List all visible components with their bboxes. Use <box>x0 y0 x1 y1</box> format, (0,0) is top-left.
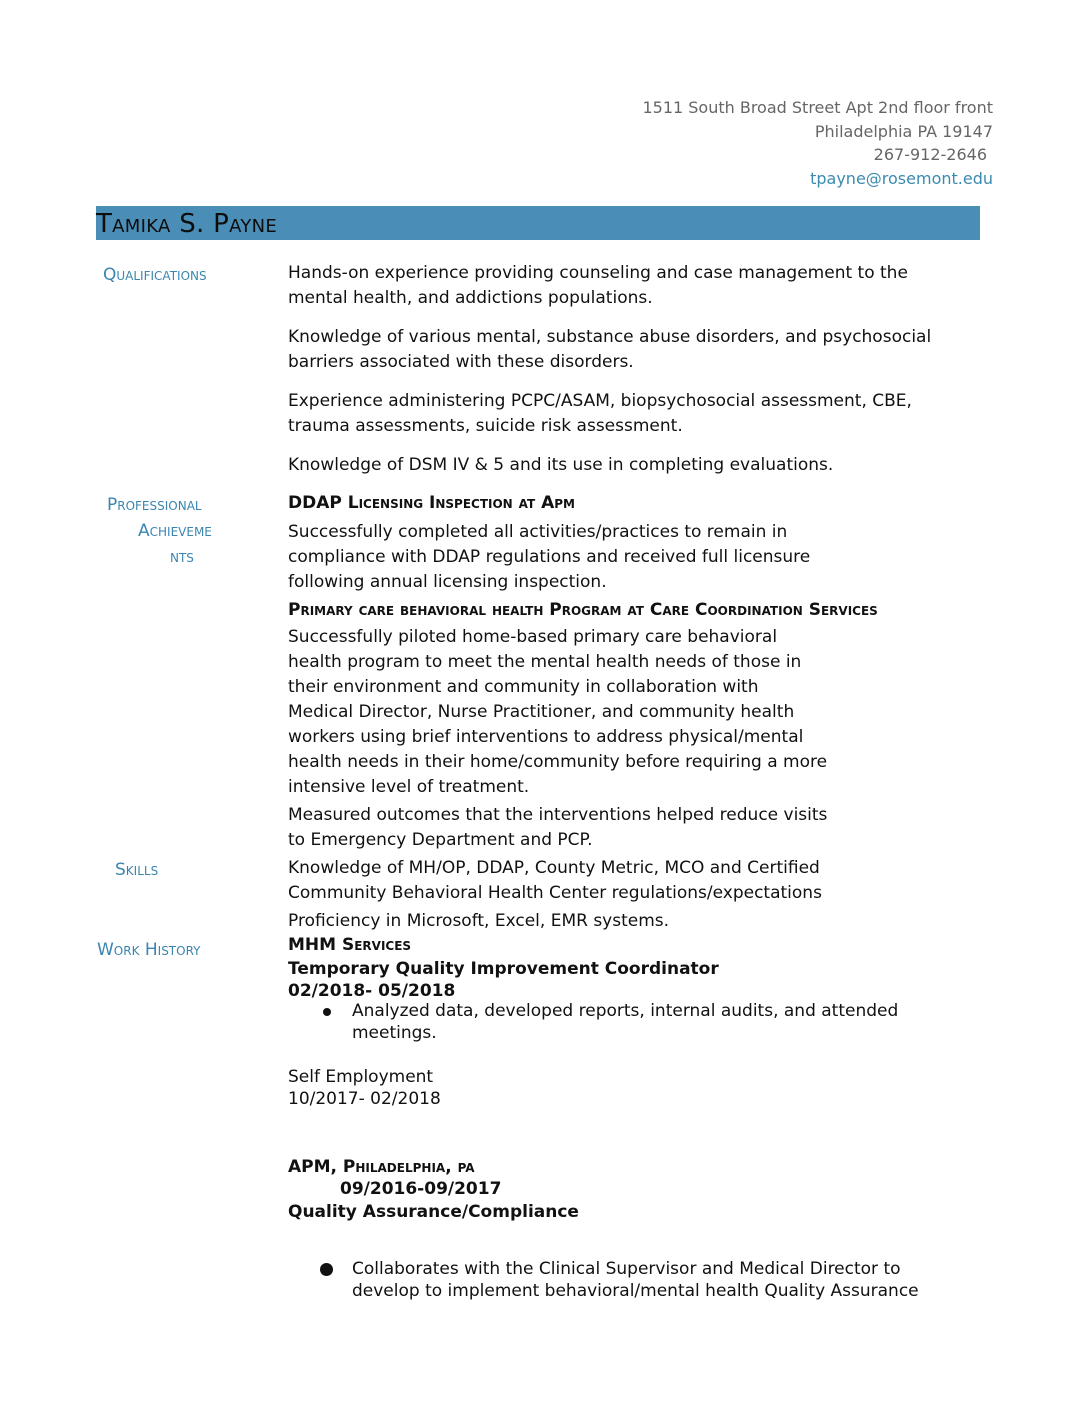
job-employer: Self Employment <box>288 1067 434 1087</box>
qualification-item <box>288 325 931 375</box>
job-title: Temporary Quality Improvement Coordinator <box>288 959 719 979</box>
achievement-paragraph <box>288 520 810 595</box>
achievement-line: Measured outcomes that the interventions helped reduce visits <box>288 805 828 825</box>
qualification-line: Hands-on experience providing counseling and case management to the <box>288 263 908 283</box>
achievement-paragraph <box>288 625 827 800</box>
achievement-heading: Primary care behavioral health Program at Care Coordination Services <box>288 600 878 620</box>
achievement-line: health program to meet the mental health needs of those in <box>288 652 802 672</box>
qualification-line: Knowledge of various mental, substance abuse disorders, and psychosocial <box>288 327 932 347</box>
job-bullet <box>352 1000 898 1044</box>
job-title: Quality Assurance/Compliance <box>288 1202 579 1222</box>
skills-line: Community Behavioral Health Center regulations/expectations <box>288 883 822 903</box>
qualification-line: barriers associated with these disorders. <box>288 352 634 372</box>
qualification-line: Experience administering PCPC/ASAM, biopsychosocial assessment, CBE, <box>288 391 912 411</box>
bullet-icon <box>323 1008 331 1016</box>
job-dates: 10/2017- 02/2018 <box>288 1089 441 1109</box>
contact-city: Philadelphia PA 19147 <box>814 121 993 141</box>
qualification-line: Knowledge of DSM IV & 5 and its use in completing evaluations. <box>288 455 834 475</box>
achievement-heading: DDAP Licensing Inspection at Apm <box>288 493 575 513</box>
contact-block <box>642 96 993 190</box>
achievement-line: health needs in their home/community before requiring a more <box>288 752 828 772</box>
section-label-achievements-1: Professional <box>107 495 202 515</box>
qualification-line: trauma assessments, suicide risk assessment. <box>288 416 683 436</box>
skills-line: Proficiency in Microsoft, Excel, EMR systems. <box>288 911 670 931</box>
bullet-icon <box>320 1263 333 1276</box>
achievement-line: Successfully piloted home-based primary care behavioral <box>288 627 778 647</box>
section-label-work-history: Work History <box>97 940 201 960</box>
job-bullet-line: meetings. <box>352 1023 437 1043</box>
achievement-line: their environment and community in collaboration with <box>288 677 759 697</box>
achievement-paragraph <box>288 803 827 853</box>
job-dates: 09/2016-09/2017 <box>340 1179 502 1199</box>
achievement-line: to Emergency Department and PCP. <box>288 830 593 850</box>
achievement-line: workers using brief interventions to address physical/mental <box>288 727 804 747</box>
section-label-qualifications: Qualifications <box>103 265 207 285</box>
achievement-line: intensive level of treatment. <box>288 777 530 797</box>
job-dates: 02/2018- 05/2018 <box>288 981 456 1001</box>
contact-address: 1511 South Broad Street Apt 2nd floor front <box>642 98 993 117</box>
job-bullet-line: Analyzed data, developed reports, internal audits, and attended <box>352 1001 899 1021</box>
contact-email[interactable]: tpayne@rosemont.edu <box>810 168 993 188</box>
achievement-line: following annual licensing inspection. <box>288 572 607 592</box>
candidate-name: Tamika S. Payne <box>96 209 278 239</box>
job-employer: MHM Services <box>288 935 412 955</box>
qualification-item <box>288 389 912 439</box>
job-employer: APM, Philadelphia, pa <box>288 1157 475 1177</box>
achievement-line: Medical Director, Nurse Practitioner, and community health <box>288 702 795 722</box>
qualification-item <box>288 261 908 311</box>
job-bullet-line: Collaborates with the Clinical Supervisor and Medical Director to <box>352 1259 901 1279</box>
qualification-line: mental health, and addictions populations. <box>288 288 653 308</box>
section-label-skills: Skills <box>115 860 159 880</box>
section-label-achievements-2: Achieveme <box>138 521 212 541</box>
section-label-achievements-3: nts <box>170 547 194 567</box>
qualification-item <box>288 453 833 478</box>
skills-line: Knowledge of MH/OP, DDAP, County Metric, MCO and Certified <box>288 858 820 878</box>
skills-paragraph <box>288 856 822 906</box>
job-bullet <box>352 1258 919 1302</box>
job-bullet-line: develop to implement behavioral/mental health Quality Assurance <box>352 1281 919 1301</box>
achievement-line: Successfully completed all activities/practices to remain in <box>288 522 788 542</box>
achievement-line: compliance with DDAP regulations and received full licensure <box>288 547 811 567</box>
contact-phone: 267-912-2646 <box>873 145 987 164</box>
